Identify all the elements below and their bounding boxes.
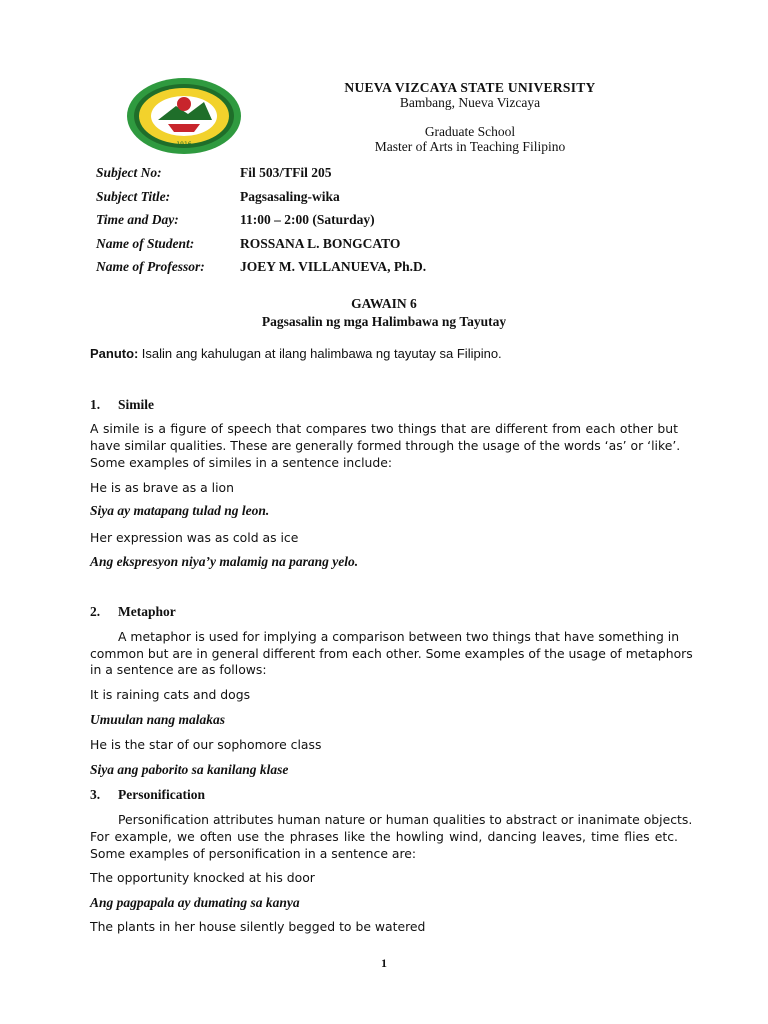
- info-value: 11:00 – 2:00 (Saturday): [240, 212, 375, 227]
- section-heading: [90, 397, 154, 413]
- activity-subtitle: Pagsasalin ng mga Halimbawa ng Tayutay: [261, 314, 507, 329]
- section-heading: [90, 787, 205, 803]
- paragraph-line: have similar qualities. These are generally formed through the usage of the words ‘as’ or ‘like’.: [90, 438, 681, 453]
- section-number: 2.: [90, 604, 101, 619]
- info-label: Time and Day:: [96, 212, 179, 227]
- page-number: 1: [381, 956, 387, 970]
- section-number: 3.: [90, 787, 101, 802]
- program-name: Master of Arts in Teaching Filipino: [374, 139, 566, 154]
- info-label: Name of Student:: [96, 235, 195, 251]
- example-english: It is raining cats and dogs: [90, 687, 251, 702]
- paragraph-line: A metaphor is used for implying a comparison between two things that have something in: [118, 629, 680, 644]
- section-title: Metaphor: [118, 604, 176, 619]
- example-filipino: Siya ang paborito sa kanilang klase: [90, 762, 289, 777]
- example-filipino: Ang ekspresyon niya’y malamig na parang yelo.: [90, 554, 359, 569]
- section-number: 1.: [90, 397, 101, 412]
- university-seal-logo: [124, 76, 244, 156]
- info-label: Subject No:: [96, 165, 162, 180]
- university-location: Bambang, Nueva Vizcaya: [399, 95, 541, 110]
- example-filipino: Umuulan nang malakas: [90, 712, 226, 727]
- activity-title: GAWAIN 6: [351, 296, 417, 311]
- info-value: ROSSANA L. BONGCATO: [240, 235, 401, 251]
- section-heading: [90, 604, 176, 620]
- svg-text:1916: 1916: [176, 141, 192, 148]
- school-name: Graduate School: [424, 124, 516, 139]
- section-title: Simile: [118, 397, 154, 412]
- paragraph-line: For example, we often use the phrases like the howling wind, dancing leaves, time flies etc.: [90, 829, 678, 844]
- example-english: The opportunity knocked at his door: [90, 870, 315, 885]
- info-value: JOEY M. VILLANUEVA, Ph.D.: [240, 259, 427, 274]
- example-filipino: Siya ay matapang tulad ng leon.: [90, 503, 270, 518]
- paragraph-line: Personification attributes human nature or human qualities to abstract or inanimate objects.: [118, 812, 693, 827]
- example-english: He is the star of our sophomore class: [90, 737, 322, 752]
- info-value: Fil 503/TFil 205: [240, 165, 332, 180]
- example-filipino: Ang pagpapala ay dumating sa kanya: [90, 895, 300, 910]
- example-english: The plants in her house silently begged to be watered: [90, 919, 426, 934]
- info-label: Subject Title:: [96, 188, 171, 204]
- university-name: NUEVA VIZCAYA STATE UNIVERSITY: [344, 80, 596, 95]
- paragraph-line: Some examples of personification in a sentence are:: [90, 846, 417, 861]
- instructions: [90, 346, 502, 362]
- info-value: Pagsasaling-wika: [240, 188, 340, 204]
- instructions-label: Panuto:: [90, 346, 139, 361]
- section-title: Personification: [118, 787, 205, 802]
- paragraph-line: A simile is a figure of speech that compares two things that are different from each other but: [90, 421, 678, 436]
- paragraph-line: common but are in general different from each other. Some examples of the usage of metaphors: [90, 646, 693, 661]
- info-label: Name of Professor:: [96, 259, 205, 274]
- example-english: Her expression was as cold as ice: [90, 530, 299, 545]
- paragraph-line: Some examples of similes in a sentence include:: [90, 455, 393, 470]
- paragraph-line: in a sentence are as follows:: [90, 662, 267, 677]
- instructions-text: Isalin ang kahulugan at ilang halimbawa ng tayutay sa Filipino.: [141, 346, 502, 361]
- example-english: He is as brave as a lion: [90, 480, 234, 495]
